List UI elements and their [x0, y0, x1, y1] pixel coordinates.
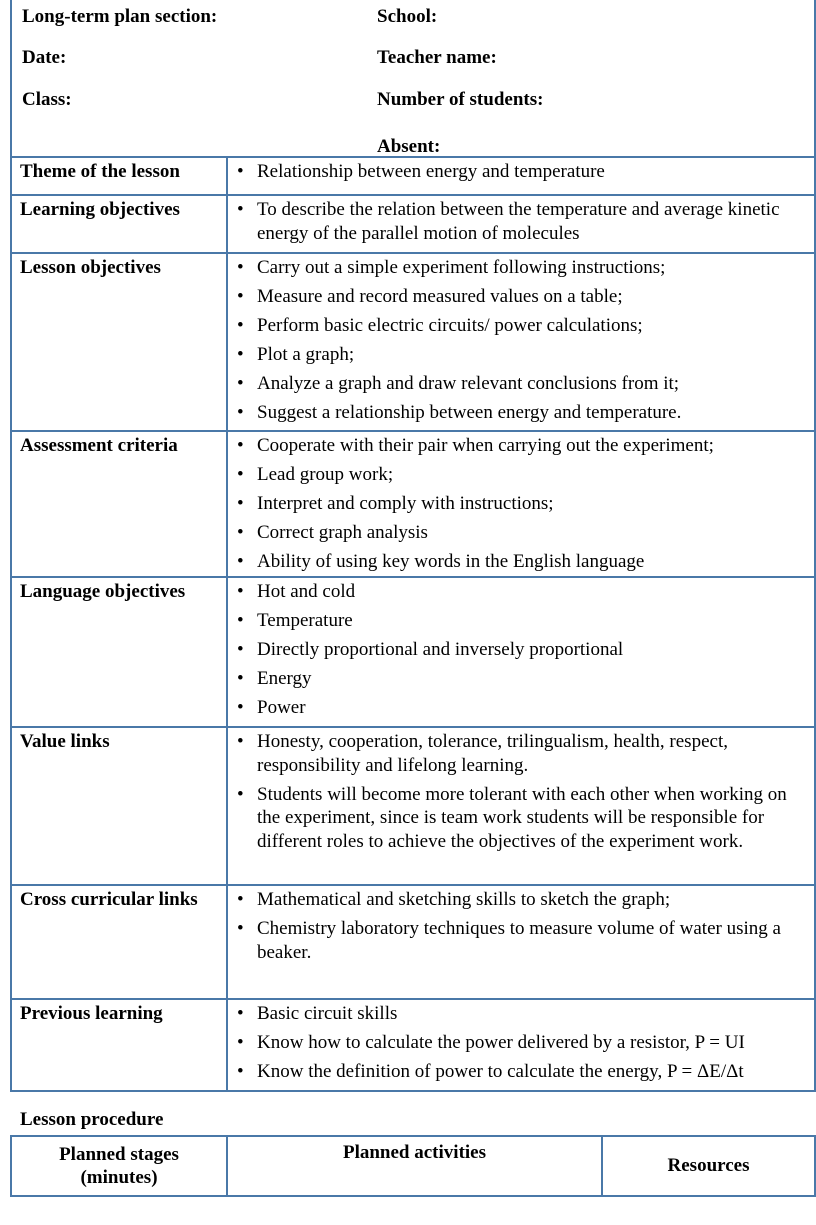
list-item: • Temperature — [236, 609, 808, 633]
number-of-students-label: Number of students: — [377, 89, 544, 110]
planned-stages-header — [11, 1136, 227, 1196]
list-item: • Directly proportional and inversely proportional — [236, 638, 808, 662]
list-item: • Lead group work; — [236, 463, 808, 487]
table-row — [11, 195, 815, 253]
list-item: • Mathematical and sketching skills to sketch the graph; — [236, 888, 808, 912]
row-content — [227, 577, 815, 727]
row-label: Previous learning — [11, 999, 227, 1091]
row-content — [227, 885, 815, 999]
row-label: Cross curricular links — [11, 885, 227, 999]
list-item: • Relationship between energy and temperature — [236, 160, 808, 184]
list-item: • Honesty, cooperation, tolerance, trilingualism, health, respect, responsibility and lifelong learning. — [236, 730, 808, 777]
table-row — [11, 727, 815, 885]
list-item: • Chemistry laboratory techniques to measure volume of water using a beaker. — [236, 917, 808, 964]
list-item: • Cooperate with their pair when carrying out the experiment; — [236, 434, 808, 458]
table-row — [11, 157, 815, 195]
date-label: Date: — [22, 47, 67, 68]
planned-activities-header: Planned activities — [227, 1136, 602, 1196]
list-item: • Hot and cold — [236, 580, 808, 604]
row-content — [227, 253, 815, 431]
list-item: • Perform basic electric circuits/ power calculations; — [236, 314, 808, 338]
row-content — [227, 157, 815, 195]
class-label: Class: — [22, 89, 72, 110]
planned-stages-line2: (minutes) — [80, 1167, 158, 1188]
long-term-plan-label: Long-term plan section: — [22, 6, 218, 27]
planned-stages-line1: Planned stages — [59, 1143, 179, 1165]
list-item: • Correct graph analysis — [236, 521, 808, 545]
header-block — [10, 0, 816, 156]
table-row — [11, 885, 815, 999]
absent-label: Absent: — [377, 136, 441, 157]
row-label: Learning objectives — [11, 195, 227, 253]
lesson-procedure-table — [10, 1135, 816, 1197]
list-item: • Interpret and comply with instructions; — [236, 492, 808, 516]
list-item: • Basic circuit skills — [236, 1002, 808, 1026]
list-item: • Know how to calculate the power delivered by a resistor, P = UI — [236, 1031, 808, 1055]
table-row — [11, 253, 815, 431]
table-row — [11, 999, 815, 1091]
list-item: • Students will become more tolerant with each other when working on the experiment, since is team work students will be responsible for different roles to achieve the objectives of the experiment work. — [236, 783, 808, 854]
row-label: Value links — [11, 727, 227, 885]
list-item: • Know the definition of power to calculate the energy, P = ΔE/Δt — [236, 1060, 808, 1084]
teacher-name-label: Teacher name: — [377, 47, 497, 68]
lesson-plan-table — [10, 156, 816, 1092]
list-item: • Analyze a graph and draw relevant conclusions from it; — [236, 372, 808, 396]
list-item: • Measure and record measured values on a table; — [236, 285, 808, 309]
list-item: • Ability of using key words in the English language — [236, 550, 808, 574]
row-content — [227, 727, 815, 885]
row-content — [227, 431, 815, 577]
table-row — [11, 577, 815, 727]
row-label: Theme of the lesson — [11, 157, 227, 195]
list-item: • Energy — [236, 667, 808, 691]
row-label: Assessment criteria — [11, 431, 227, 577]
table-row — [11, 431, 815, 577]
row-label: Lesson objectives — [11, 253, 227, 431]
row-content — [227, 195, 815, 253]
list-item: • To describe the relation between the temperature and average kinetic energy of the parallel motion of molecules — [236, 198, 808, 245]
school-label: School: — [377, 6, 438, 27]
row-content — [227, 999, 815, 1091]
table-header-row — [11, 1136, 815, 1196]
list-item: • Suggest a relationship between energy and temperature. — [236, 401, 808, 425]
lesson-procedure-heading: Lesson procedure — [20, 1109, 164, 1130]
list-item: • Carry out a simple experiment following instructions; — [236, 256, 808, 280]
row-label: Language objectives — [11, 577, 227, 727]
list-item: • Plot a graph; — [236, 343, 808, 367]
list-item: • Power — [236, 696, 808, 720]
resources-header: Resources — [602, 1136, 815, 1196]
